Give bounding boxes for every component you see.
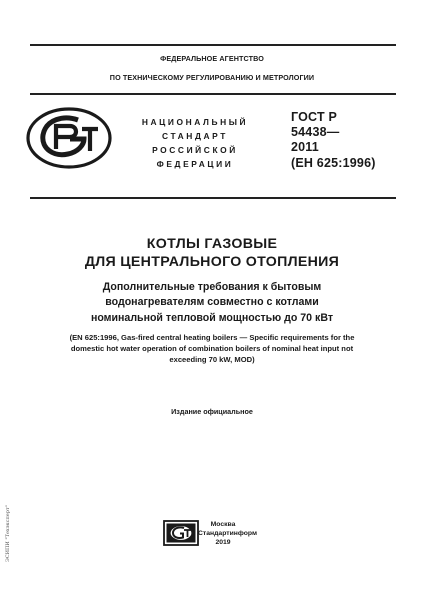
national-standard-line4: ФЕДЕРАЦИИ xyxy=(156,159,234,169)
national-standard-line1: НАЦИОНАЛЬНЫЙ xyxy=(141,117,249,127)
standard-block-rule xyxy=(30,197,396,199)
publisher-city: Москва xyxy=(210,521,236,528)
document-subtitle-line3: номинальной тепловой мощностью до 70 кВт xyxy=(90,312,334,324)
agency-name-line1: ФЕДЕРАЛЬНОЕ АГЕНТСТВО xyxy=(160,54,264,63)
gost-designation-line2: 54438— xyxy=(291,125,340,139)
document-subtitle-line2: водонагревателям совместно с котлами xyxy=(105,296,319,308)
national-standard-line3: РОССИЙСКОЙ xyxy=(152,145,238,155)
english-title-line1: (EN 625:1996, Gas-fired central heating boilers — Specific requirements for the xyxy=(69,333,355,342)
english-title-line2: domestic hot water operation of combination boilers of nominal heat input not xyxy=(70,344,354,353)
side-watermark-stamp: ЭСИПИ "Техэксперт" xyxy=(5,504,11,562)
top-rule xyxy=(30,44,396,46)
gost-designation-line3: 2011 xyxy=(291,140,319,154)
document-title-line1: КОТЛЫ ГАЗОВЫЕ xyxy=(146,236,278,252)
document-title-line2: ДЛЯ ЦЕНТРАЛЬНОГО ОТОПЛЕНИЯ xyxy=(84,254,340,270)
gost-designation-line4: (ЕН 625:1996) xyxy=(291,156,376,170)
standartinform-logo-icon xyxy=(163,520,199,546)
english-title-line3: exceeding 70 kW, MOD) xyxy=(169,355,255,364)
header-rule xyxy=(30,93,396,95)
agency-name-line2: ПО ТЕХНИЧЕСКОМУ РЕГУЛИРОВАНИЮ И МЕТРОЛОГИИ xyxy=(109,73,315,82)
document-subtitle-line1: Дополнительные требования к бытовым xyxy=(102,281,322,293)
official-edition-label: Издание официальное xyxy=(171,407,253,416)
gost-r-emblem-icon xyxy=(26,107,112,169)
publication-year: 2019 xyxy=(215,539,231,546)
publisher-name: Стандартинформ xyxy=(198,530,257,537)
national-standard-line2: СТАНДАРТ xyxy=(162,131,228,141)
gost-designation-line1: ГОСТ Р xyxy=(291,110,338,124)
